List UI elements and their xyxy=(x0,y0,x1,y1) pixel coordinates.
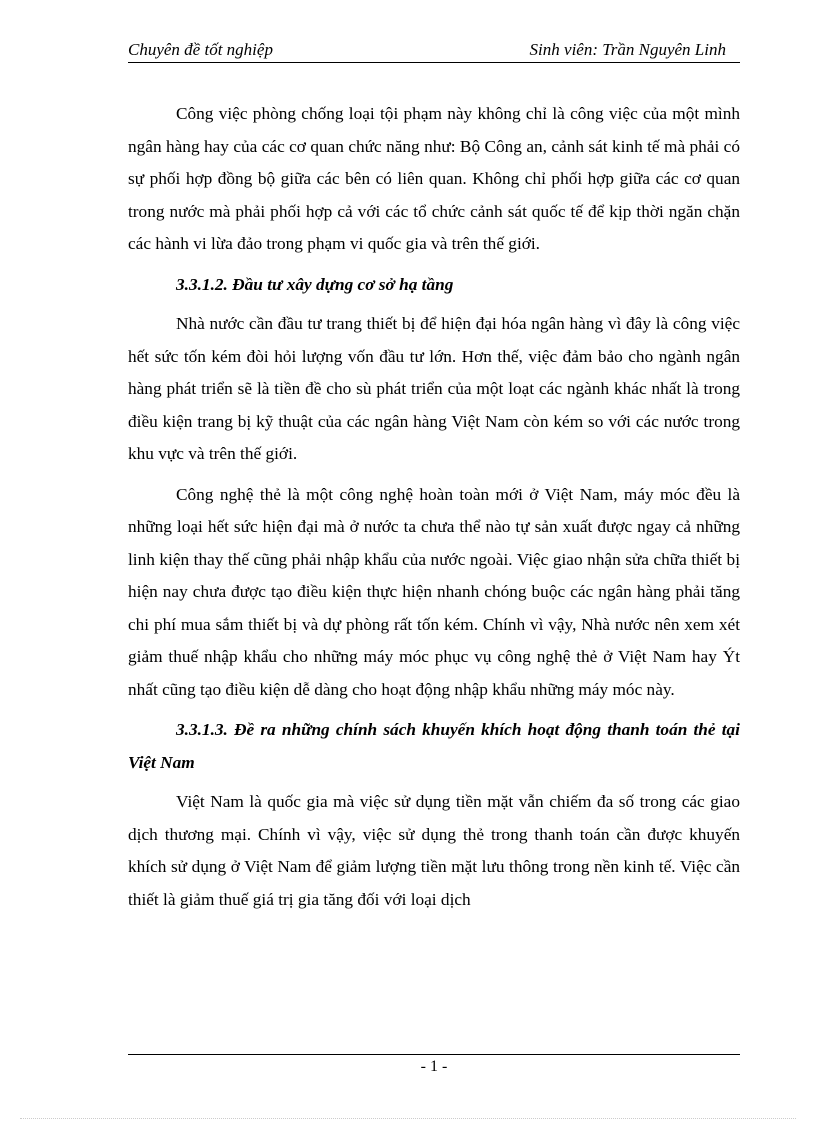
paragraph-crime-prevention: Công việc phòng chống loại tội phạm này không chỉ là công việc của một mình ngân hàng hay của các cơ quan chức năng như: Bộ Công an, cảnh sát kinh tế mà phải có sự phối hợp đồng bộ giữa các bên có liên quan. Không chỉ phối hợp giữa các cơ quan trong nước mà phải phối hợp cả với các tổ chức cảnh sát quốc tế để kịp thời ngăn chặn các hành vi lừa đảo trong phạm vi quốc gia và trên thế giới. xyxy=(128,104,740,253)
paragraph-cash-usage: Việt Nam là quốc gia mà việc sử dụng tiền mặt vẫn chiếm đa số trong các giao dịch thương mại. Chính vì vậy, việc sử dụng thẻ trong thanh toán cần được khuyến khích sử dụng ở Việt Nam để giảm lượng tiền mặt lưu thông trong nền kinh tế. Việc cần thiết là giảm thuế giá trị gia tăng đối với loại dịch xyxy=(128,792,740,909)
header-title: Chuyên đề tốt nghiệp xyxy=(128,40,273,59)
footer-divider xyxy=(128,1054,740,1055)
paragraph-infrastructure-investment: Nhà nước cần đầu tư trang thiết bị để hiện đại hóa ngân hàng vì đây là công việc hết sức tốn kém đòi hỏi lượng vốn đầu tư lớn. Hơn thế, việc đảm bảo cho ngành ngân hàng phát triển sẽ là tiền đề cho sù phát triển của một loạt các ngành khác nhất là trong điều kiện trang bị kỹ thuật của các ngân hàng Việt Nam còn kém so với các nước trong khu vực và trên thế giới. xyxy=(128,314,740,463)
page-edge-divider xyxy=(20,1118,796,1119)
header-author: Sinh viên: Trần Nguyên Linh xyxy=(529,40,726,59)
section-heading-card-policies: 3.3.1.3. Đề ra những chính sách khuyến khích hoạt động thanh toán thẻ tại Việt Nam xyxy=(128,720,740,772)
page-header xyxy=(128,38,740,63)
page-number: - 1 - xyxy=(420,1058,448,1075)
section-heading-infrastructure: 3.3.1.2. Đầu tư xây dựng cơ sở hạ tầng xyxy=(176,274,454,294)
paragraph-card-technology: Công nghệ thẻ là một công nghệ hoàn toàn mới ở Việt Nam, máy móc đều là những loại hết sức hiện đại mà ở nước ta chưa thể nào tự sản xuất được ngay cả những linh kiện thay thế cũng phải nhập khẩu của nước ngoài. Việc giao nhận sửa chữa thiết bị hiện nay chưa được tạo điều kiện thực hiện nhanh chóng buộc các ngân hàng phải tăng chi phí mua sắm thiết bị và dự phòng rất tốn kém. Chính vì vậy, Nhà nước nên xem xét giảm thuế nhập khẩu cho những máy móc phục vụ công nghệ thẻ ở Việt Nam hay Ýt nhất cũng tạo điều kiện dễ dàng cho hoạt động nhập khẩu những máy móc này. xyxy=(128,484,740,699)
body-text xyxy=(128,98,740,924)
